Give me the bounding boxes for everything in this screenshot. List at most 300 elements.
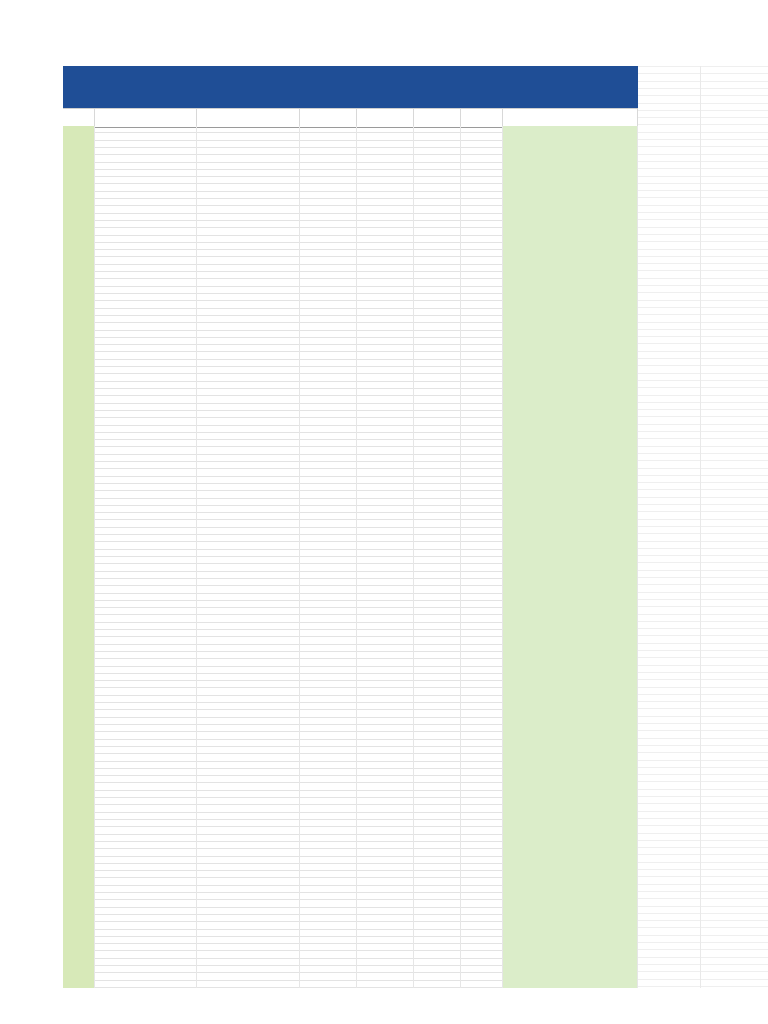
cell-people-4 [461,542,503,549]
cell-instagram-link[interactable] [503,345,638,352]
header-post-number [63,109,95,127]
table-row [63,601,638,608]
cell-people-4 [461,805,503,812]
cell-people-3 [414,418,461,425]
cell-instagram-link[interactable] [503,871,638,878]
grid-line [638,614,768,615]
cell-instagram-link[interactable] [503,499,638,506]
grid-line [638,190,768,191]
cell-instagram-link[interactable] [503,228,638,235]
cell-people-4 [461,857,503,864]
cell-instagram-link[interactable] [503,316,638,323]
cell-instagram-link[interactable] [503,579,638,586]
table-row [63,279,638,286]
cell-post-number [63,835,95,842]
cell-people-1 [300,959,357,966]
cell-people-1 [300,652,357,659]
cell-instagram-link[interactable] [503,192,638,199]
cell-people-3 [414,886,461,893]
cell-people-2 [357,798,414,805]
cell-people-4 [461,455,503,462]
cell-meme [95,973,197,980]
cell-instagram-link[interactable] [503,469,638,476]
cell-movie [197,608,300,615]
cell-people-3 [414,535,461,542]
table-row [63,930,638,937]
cell-people-1 [300,645,357,652]
cell-instagram-link[interactable] [503,184,638,191]
cell-instagram-link[interactable] [503,623,638,630]
cell-movie [197,900,300,907]
cell-meme [95,886,197,893]
cell-people-3 [414,440,461,447]
cell-people-3 [414,148,461,155]
cell-instagram-link[interactable] [503,352,638,359]
cell-movie [197,630,300,637]
table-row [63,206,638,213]
cell-instagram-link[interactable] [503,447,638,454]
cell-movie [197,440,300,447]
cell-people-2 [357,681,414,688]
cell-instagram-link[interactable] [503,820,638,827]
table-row [63,272,638,279]
cell-people-1 [300,469,357,476]
cell-people-4 [461,528,503,535]
cell-post-number [63,499,95,506]
cell-people-3 [414,930,461,937]
grid-line [638,847,768,848]
grid-line [638,833,768,834]
table-row [63,294,638,301]
cell-people-2 [357,199,414,206]
cell-people-1 [300,177,357,184]
cell-meme [95,674,197,681]
cell-instagram-link[interactable] [503,966,638,973]
cell-people-1 [300,294,357,301]
cell-people-1 [300,740,357,747]
cell-instagram-link[interactable] [503,878,638,885]
cell-instagram-link[interactable] [503,528,638,535]
cell-people-3 [414,944,461,951]
cell-instagram-link[interactable] [503,601,638,608]
cell-post-number [63,163,95,170]
cell-instagram-link[interactable] [503,418,638,425]
cell-instagram-link[interactable] [503,477,638,484]
cell-instagram-link[interactable] [503,710,638,717]
cell-instagram-link[interactable] [503,177,638,184]
cell-people-4 [461,352,503,359]
cell-people-4 [461,908,503,915]
cell-instagram-link[interactable] [503,813,638,820]
cell-instagram-link[interactable] [503,126,638,133]
cell-movie [197,586,300,593]
cell-instagram-link[interactable] [503,572,638,579]
cell-meme [95,206,197,213]
cell-people-2 [357,966,414,973]
cell-movie [197,732,300,739]
cell-movie [197,352,300,359]
cell-instagram-link[interactable] [503,163,638,170]
cell-meme [95,126,197,133]
cell-people-4 [461,637,503,644]
cell-instagram-link[interactable] [503,550,638,557]
cell-instagram-link[interactable] [503,141,638,148]
cell-post-number [63,608,95,615]
cell-people-4 [461,659,503,666]
cell-instagram-link[interactable] [503,411,638,418]
cell-instagram-link[interactable] [503,221,638,228]
grid-line [638,606,768,607]
cell-instagram-link[interactable] [503,338,638,345]
cell-people-2 [357,937,414,944]
cell-instagram-link[interactable] [503,857,638,864]
cell-meme [95,309,197,316]
cell-people-3 [414,316,461,323]
cell-instagram-link[interactable] [503,491,638,498]
cell-movie [197,192,300,199]
cell-people-4 [461,287,503,294]
cell-movie [197,141,300,148]
cell-meme [95,951,197,958]
cell-instagram-link[interactable] [503,389,638,396]
cell-instagram-link[interactable] [503,864,638,871]
cell-people-3 [414,915,461,922]
cell-instagram-link[interactable] [503,535,638,542]
cell-instagram-link[interactable] [503,323,638,330]
table-row [63,141,638,148]
cell-people-3 [414,813,461,820]
data-rows [63,126,638,988]
cell-people-2 [357,915,414,922]
cell-instagram-link[interactable] [503,586,638,593]
cell-instagram-link[interactable] [503,981,638,988]
cell-meme [95,177,197,184]
cell-people-2 [357,900,414,907]
cell-people-4 [461,893,503,900]
cell-people-2 [357,455,414,462]
cell-instagram-link[interactable] [503,309,638,316]
cell-meme [95,623,197,630]
cell-people-2 [357,564,414,571]
cell-instagram-link[interactable] [503,608,638,615]
cell-instagram-link[interactable] [503,776,638,783]
cell-people-1 [300,951,357,958]
cell-instagram-link[interactable] [503,922,638,929]
cell-people-4 [461,338,503,345]
cell-movie [197,915,300,922]
cell-instagram-link[interactable] [503,835,638,842]
cell-instagram-link[interactable] [503,265,638,272]
cell-instagram-link[interactable] [503,630,638,637]
cell-instagram-link[interactable] [503,798,638,805]
cell-people-1 [300,382,357,389]
cell-people-4 [461,871,503,878]
cell-people-3 [414,360,461,367]
cell-instagram-link[interactable] [503,637,638,644]
cell-instagram-link[interactable] [503,206,638,213]
cell-people-1 [300,937,357,944]
cell-instagram-link[interactable] [503,331,638,338]
cell-people-1 [300,681,357,688]
cell-people-2 [357,170,414,177]
grid-line [638,329,768,330]
cell-instagram-link[interactable] [503,462,638,469]
cell-instagram-link[interactable] [503,783,638,790]
cell-instagram-link[interactable] [503,681,638,688]
cell-people-3 [414,769,461,776]
cell-movie [197,418,300,425]
cell-people-3 [414,864,461,871]
cell-people-2 [357,579,414,586]
cell-people-2 [357,878,414,885]
cell-people-3 [414,594,461,601]
cell-instagram-link[interactable] [503,973,638,980]
table-row [63,835,638,842]
cell-instagram-link[interactable] [503,301,638,308]
cell-instagram-link[interactable] [503,718,638,725]
cell-movie [197,681,300,688]
cell-people-2 [357,272,414,279]
cell-people-2 [357,615,414,622]
cell-instagram-link[interactable] [503,893,638,900]
cell-instagram-link[interactable] [503,937,638,944]
cell-people-1 [300,667,357,674]
table-row [63,236,638,243]
cell-people-3 [414,323,461,330]
cell-people-3 [414,287,461,294]
cell-instagram-link[interactable] [503,236,638,243]
cell-instagram-link[interactable] [503,688,638,695]
cell-instagram-link[interactable] [503,900,638,907]
cell-instagram-link[interactable] [503,762,638,769]
cell-instagram-link[interactable] [503,243,638,250]
cell-post-number [63,754,95,761]
cell-people-4 [461,257,503,264]
cell-meme [95,352,197,359]
cell-instagram-link[interactable] [503,886,638,893]
cell-instagram-link[interactable] [503,279,638,286]
cell-instagram-link[interactable] [503,930,638,937]
cell-instagram-link[interactable] [503,557,638,564]
cell-meme [95,864,197,871]
cell-post-number [63,155,95,162]
table-row [63,418,638,425]
cell-movie [197,491,300,498]
cell-people-4 [461,433,503,440]
cell-instagram-link[interactable] [503,287,638,294]
cell-people-4 [461,645,503,652]
table-row [63,630,638,637]
cell-people-4 [461,973,503,980]
cell-meme [95,170,197,177]
cell-people-4 [461,345,503,352]
cell-instagram-link[interactable] [503,959,638,966]
cell-movie [197,725,300,732]
cell-people-1 [300,908,357,915]
cell-people-1 [300,564,357,571]
cell-instagram-link[interactable] [503,155,638,162]
cell-post-number [63,710,95,717]
cell-people-1 [300,206,357,213]
cell-instagram-link[interactable] [503,250,638,257]
cell-post-number [63,287,95,294]
cell-people-1 [300,455,357,462]
cell-people-3 [414,141,461,148]
cell-people-2 [357,206,414,213]
cell-instagram-link[interactable] [503,426,638,433]
cell-instagram-link[interactable] [503,367,638,374]
cell-instagram-link[interactable] [503,696,638,703]
cell-post-number [63,572,95,579]
cell-people-1 [300,944,357,951]
cell-instagram-link[interactable] [503,272,638,279]
cell-meme [95,148,197,155]
cell-people-2 [357,718,414,725]
cell-instagram-link[interactable] [503,740,638,747]
cell-people-4 [461,849,503,856]
cell-instagram-link[interactable] [503,257,638,264]
grid-line [638,416,768,417]
cell-instagram-link[interactable] [503,360,638,367]
cell-instagram-link[interactable] [503,769,638,776]
cell-people-2 [357,754,414,761]
cell-people-1 [300,360,357,367]
cell-meme [95,433,197,440]
cell-instagram-link[interactable] [503,440,638,447]
cell-post-number [63,447,95,454]
cell-instagram-link[interactable] [503,404,638,411]
cell-instagram-link[interactable] [503,805,638,812]
cell-instagram-link[interactable] [503,133,638,140]
cell-instagram-link[interactable] [503,667,638,674]
cell-instagram-link[interactable] [503,396,638,403]
cell-instagram-link[interactable] [503,645,638,652]
cell-post-number [63,849,95,856]
cell-instagram-link[interactable] [503,294,638,301]
cell-instagram-link[interactable] [503,725,638,732]
cell-people-3 [414,871,461,878]
cell-people-1 [300,352,357,359]
cell-movie [197,674,300,681]
cell-instagram-link[interactable] [503,827,638,834]
cell-meme [95,301,197,308]
cell-instagram-link[interactable] [503,703,638,710]
cell-instagram-link[interactable] [503,455,638,462]
cell-people-2 [357,338,414,345]
cell-instagram-link[interactable] [503,951,638,958]
grid-line [638,373,768,374]
cell-people-4 [461,374,503,381]
cell-people-4 [461,331,503,338]
table-row [63,462,638,469]
cell-post-number [63,674,95,681]
cell-instagram-link[interactable] [503,944,638,951]
cell-instagram-link[interactable] [503,594,638,601]
cell-instagram-link[interactable] [503,791,638,798]
cell-meme [95,732,197,739]
cell-people-2 [357,389,414,396]
cell-instagram-link[interactable] [503,659,638,666]
cell-instagram-link[interactable] [503,382,638,389]
cell-instagram-link[interactable] [503,564,638,571]
cell-people-2 [357,462,414,469]
cell-movie [197,163,300,170]
cell-meme [95,579,197,586]
cell-instagram-link[interactable] [503,433,638,440]
cell-people-2 [357,411,414,418]
cell-meme [95,477,197,484]
table-row [63,257,638,264]
cell-post-number [63,206,95,213]
cell-people-4 [461,710,503,717]
cell-instagram-link[interactable] [503,520,638,527]
cell-people-3 [414,842,461,849]
table-row [63,309,638,316]
cell-people-4 [461,615,503,622]
cell-people-1 [300,396,357,403]
cell-people-3 [414,652,461,659]
cell-instagram-link[interactable] [503,915,638,922]
cell-movie [197,696,300,703]
cell-people-4 [461,396,503,403]
cell-instagram-link[interactable] [503,615,638,622]
grid-line [638,854,768,855]
cell-instagram-link[interactable] [503,148,638,155]
cell-people-3 [414,433,461,440]
cell-people-1 [300,601,357,608]
cell-movie [197,309,300,316]
cell-people-2 [357,688,414,695]
cell-movie [197,455,300,462]
cell-meme [95,857,197,864]
cell-meme [95,506,197,513]
cell-instagram-link[interactable] [503,542,638,549]
cell-people-1 [300,367,357,374]
cell-people-1 [300,440,357,447]
cell-post-number [63,769,95,776]
cell-instagram-link[interactable] [503,732,638,739]
cell-people-4 [461,747,503,754]
cell-meme [95,594,197,601]
table-row [63,535,638,542]
cell-meme [95,835,197,842]
cell-movie [197,813,300,820]
cell-instagram-link[interactable] [503,674,638,681]
cell-people-1 [300,214,357,221]
cell-instagram-link[interactable] [503,170,638,177]
cell-instagram-link[interactable] [503,513,638,520]
cell-instagram-link[interactable] [503,374,638,381]
cell-instagram-link[interactable] [503,199,638,206]
cell-instagram-link[interactable] [503,484,638,491]
cell-instagram-link[interactable] [503,214,638,221]
cell-instagram-link[interactable] [503,652,638,659]
cell-people-1 [300,272,357,279]
cell-instagram-link[interactable] [503,754,638,761]
cell-people-1 [300,250,357,257]
cell-post-number [63,951,95,958]
cell-instagram-link[interactable] [503,506,638,513]
cell-instagram-link[interactable] [503,849,638,856]
cell-instagram-link[interactable] [503,908,638,915]
cell-people-2 [357,520,414,527]
grid-line [638,621,768,622]
cell-instagram-link[interactable] [503,842,638,849]
grid-line [638,103,768,104]
cell-post-number [63,586,95,593]
cell-people-1 [300,499,357,506]
cell-instagram-link[interactable] [503,747,638,754]
